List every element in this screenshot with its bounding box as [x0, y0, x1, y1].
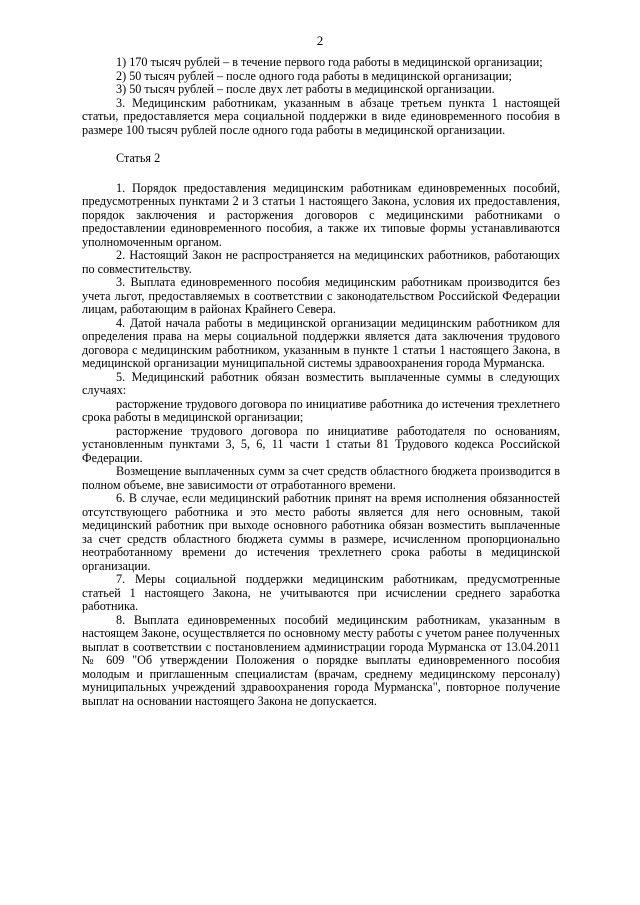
article-paragraph-5-reimbursement: Возмещение выплаченных сумм за счет средств областного бюджета производится в полном объеме, вне зависимости от отработанного времени. [82, 464, 560, 492]
article-paragraph-3: 3. Выплата единовременного пособия медицинским работникам производится без учета льгот, предоставляемых в соответствии с законодательством Российской Федерации лицам, работающим в районах Крайнего Севера. [82, 275, 560, 316]
paragraph-item-1: 1) 170 тысяч рублей – в течение первого года работы в медицинской организации; [116, 55, 543, 69]
paragraph-item-2: 2) 50 тысяч рублей – после одного года работы в медицинской организации; [116, 68, 512, 83]
article-heading: Статья 2 [116, 151, 161, 165]
article-paragraph-4: 4. Датой начала работы в медицинской организации медицинским работником для определения права на меры социальной поддержки является дата заключения трудового договора с медицинским работником, указанным в пункте 1 статьи 1 настоящего Закона, в медицинской организации муниципальной системы здравоохранения города Мурманска. [82, 315, 560, 370]
article-paragraph-7: 7. Меры социальной поддержки медицинским работникам, предусмотренные статьей 1 настоящего Закона, не учитываются при исчислении среднего заработка работника. [82, 572, 560, 613]
page-number: 2 [316, 33, 324, 48]
article-paragraph-5: 5. Медицинский работник обязан возместить выплаченные суммы в следующих случаях: [82, 369, 560, 397]
article-paragraph-5-case-1: расторжение трудового договора по инициативе работника до истечения трехлетнего срока работы в медицинской организации; [82, 396, 560, 424]
article-paragraph-5-case-2: расторжение трудового договора по инициативе работодателя по основаниям, установленным пунктами 3, 5, 6, 11 части 1 статьи 81 Трудового кодекса Российской Федерации. [82, 423, 560, 465]
document-body [82, 56, 560, 708]
article-paragraph-8: 8. Выплата единовременных пособий медицинским работникам, указанным в настоящем Законе, осуществляется по основному месту работы с учетом ранее полученных выплат в соответствии с постановлением администрации города Мурманска от 13.04.2011 № 609 "Об утверждении Положения о порядке выплаты единовременного пособия молодым и приглашенным специалистам (врачам, среднему медицинскому персоналу) муниципальных учреждений здравоохранения города Мурманска", повторное получение выплат на основании настоящего Закона не допускается. [82, 612, 560, 708]
article-paragraph-1: 1. Порядок предоставления медицинским работникам единовременных пособий, предусмотренных пунктами 2 и 3 статьи 1 настоящего Закона, условия их предоставления, порядок заключения и расторжения договоров с медицинскими работниками о предоставлении единовременного пособия, а также их типовые формы устанавливаются уполномоченным органом. [82, 180, 560, 249]
article-paragraph-2: 2. Настоящий Закон не распространяется на медицинских работников, работающих по совместительству. [82, 248, 560, 276]
paragraph-item-3: 3) 50 тысяч рублей – после двух лет работы в медицинской организации. [116, 82, 495, 96]
article-paragraph-6: 6. В случае, если медицинский работник принят на время исполнения обязанностей отсутствующего работника и это место работы является для него основным, такой медицинский работник при выходе основного работника обязан возместить выплаченные за счет средств областного бюджета суммы в размере, исчисленном пропорционально неотработанному времени до истечения трехлетнего срока работы в медицинской организации. [82, 491, 560, 573]
paragraph-clause-3: 3. Медицинским работникам, указанным в абзаце третьем пункта 1 настоящей статьи, предоставляется мера социальной поддержки в виде единовременного пособия в размере 100 тысяч рублей после одного года работы в медицинской организации. [82, 95, 560, 137]
